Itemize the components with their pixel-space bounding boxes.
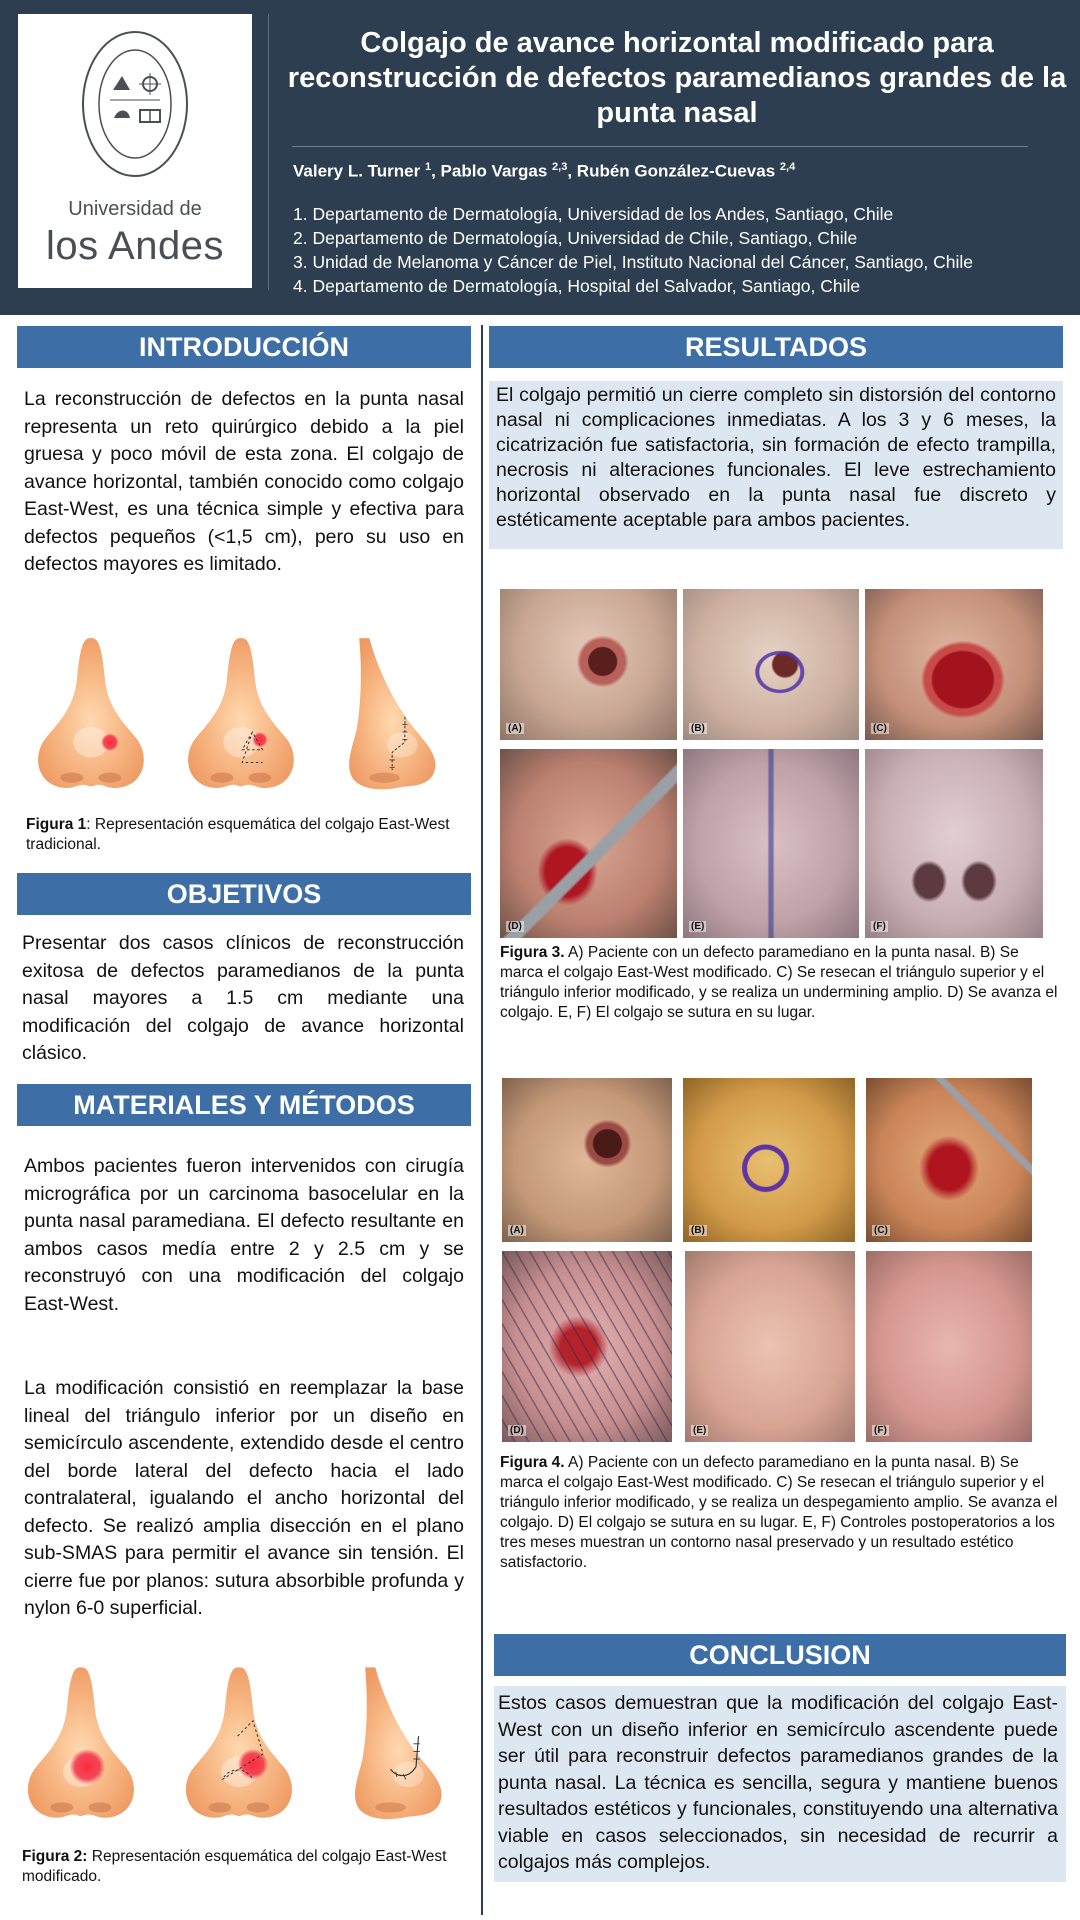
figure-1-illustration [26,628,466,798]
figure-3-label: Figura 3. [500,944,565,961]
nose-modified-design-icon [174,1655,314,1830]
photo-label: (F) [873,921,886,932]
photo-fig3-f [865,749,1043,938]
photo-label: (A) [510,1225,524,1236]
affiliation-item: 3. Unidad de Melanoma y Cáncer de Piel, Instituto Nacional del Cáncer, Santiago, Chile [293,252,973,272]
author-separator: , [431,161,441,181]
section-heading-resultados: RESULTADOS [489,326,1063,368]
title-rule [292,146,1028,147]
photo-fig3-b [683,589,859,740]
photo-fig4-c [866,1078,1032,1242]
photo-label: (B) [691,1225,705,1236]
photo-fig3-a [500,589,677,740]
figure-2-illustration [16,1655,471,1835]
photo-fig4-b [683,1078,855,1242]
photo-label: (D) [508,921,522,932]
author-affiliation-sup: 2,3 [552,161,568,173]
author-affiliation-sup: 2,4 [779,161,796,173]
nose-side-sutured-icon [326,628,466,798]
nose-defect-small-icon [26,628,166,798]
figure-4-caption [500,1453,1062,1573]
photo-fig4-d [502,1251,672,1442]
photo-label: (C) [873,723,887,734]
author-separator: , [567,161,577,181]
affiliation-item: 1. Departamento de Dermatología, Universidad de los Andes, Santiago, Chile [293,204,894,224]
section-heading-objetivos: OBJETIVOS [17,873,471,915]
figure-3-caption-text: A) Paciente con un defecto paramediano en la punta nasal. B) Se marca el colgajo East-West modificado. C) Se resecan el triángulo superior y el triángulo inferior modificado, y se realiza un undermining amplio. D) Se avanza el colgajo. E, F) El colgajo se sutura en su lugar. [500,944,1058,1021]
affiliation-item: 2. Departamento de Dermatología, Universidad de Chile, Santiago, Chile [293,228,858,248]
figure-3-caption [500,943,1060,1023]
nose-defect-large-icon [16,1655,156,1830]
section-heading-conclusion: CONCLUSION [494,1634,1066,1676]
logo-text-line1: Universidad de [68,198,202,220]
university-seal-icon [80,28,190,180]
photo-fig3-c [865,589,1043,740]
figure-1-label: Figura 1 [26,816,87,833]
affiliation-item: 4. Departamento de Dermatología, Hospital del Salvador, Santiago, Chile [293,276,861,296]
metodos-text-1: Ambos pacientes fueron intervenidos con cirugía micrográfica por un carcinoma basocelular en la punta nasal paramediana. El defecto resultante en ambos casos medía entre 2 y 2.5 cm y se reconstruyó con una modificación del colgajo East-West. [24,1155,464,1315]
author-name: Valery L. Turner [293,161,425,181]
photo-fig4-e [685,1251,855,1442]
section-heading-introduccion: INTRODUCCIÓN [17,326,471,368]
photo-label: (D) [510,1425,524,1436]
metodos-text-2: La modificación consistió en reemplazar la base lineal del triángulo inferior por un diseño en semicírculo ascendente, extendido desde el centro del borde lateral del defecto hacia el lado contralateral, igualando el ancho horizontal del defecto. Se realizó amplia disección en el plano sub-SMAS para permitir el avance sin tensión. El cierre fue por planos: sutura absorbible profunda y nylon 6-0 superficial. [24,1377,464,1619]
figure-1-caption-text: : Representación esquemática del colgajo East-West tradicional. [26,816,450,853]
figure-2-caption-text: Representación esquemática del colgajo East-West modificado. [22,1848,447,1885]
affiliations-list [293,202,973,298]
photo-label: (E) [691,921,705,932]
photo-label: (A) [508,723,522,734]
conclusion-text: Estos casos demuestran que la modificación del colgajo East-West con un diseño inferior en semicírculo ascendente puede ser útil para reconstruir defectos paramedianos grandes de la punta nasal. La técnica es sencilla, segura y mantiene buenos resultados estéticos y funcionales, constituyendo una alternativa viable en casos seleccionados, sin necesidad de recurrir a colgajos más complejos. [494,1686,1066,1882]
photo-fig4-a [502,1078,672,1242]
university-logo [18,14,252,288]
photo-label: (F) [874,1425,887,1436]
figure-4-label: Figura 4. [500,1454,565,1471]
author-name: Pablo Vargas [440,161,553,181]
poster-title: Colgajo de avance horizontal modificado para reconstrucción de defectos paramedianos grandes de la punta nasal [287,27,1067,129]
photo-fig3-e [683,749,859,938]
objetivos-text: Presentar dos casos clínicos de reconstrucción exitosa de defectos paramedianos de la punta nasal mayores a 1.5 cm mediante una modificación del colgajo de avance horizontal clásico. [22,932,464,1064]
photo-label: (E) [693,1425,707,1436]
nose-east-west-design-icon [176,628,316,798]
poster-header [0,0,1080,315]
figure-4-caption-text: A) Paciente con un defecto paramediano en la punta nasal. B) Se marca el colgajo East-West modificado. C) Se resecan el triángulo superior y el triángulo inferior modificado, y se realiza un despegamiento amplio. Se avanza el colgajo. D) El colgajo se sutura en su lugar. E, F) Controles postoperatorios a los tres meses muestran un contorno nasal preservado y un resultado estético satisfactorio. [500,1454,1058,1571]
section-heading-materiales-metodos: MATERIALES Y MÉTODOS [17,1084,471,1126]
figure-2-caption [22,1847,462,1887]
author-name: Rubén González-Cuevas [576,161,780,181]
photo-label: (C) [874,1225,888,1236]
figure-2-label: Figura 2: [22,1848,88,1865]
photo-fig3-d [500,749,677,938]
nose-modified-sutured-icon [332,1655,472,1830]
author-affiliation-sup: 1 [424,161,432,173]
intro-text: La reconstrucción de defectos en la punta nasal representa un reto quirúrgico debido a la piel gruesa y poco móvil de esta zona. El colgajo de avance horizontal, también conocido como colgajo East-West, es una técnica simple y efectiva para defectos pequeños (<1,5 cm), pero su uso en defectos mayores es limitado. [24,388,464,575]
authors-line [293,161,795,182]
photo-label: (B) [691,723,705,734]
header-divider [268,14,269,290]
logo-text-line2: los Andes [46,224,224,268]
column-divider [481,325,483,1915]
resultados-text: El colgajo permitió un cierre completo sin distorsión del contorno nasal ni complicaciones inmediatas. A los 3 y 6 meses, la cicatrización fue satisfactoria, sin formación de efecto trampilla, necrosis ni alteraciones funcionales. El leve estrechamiento horizontal observado en la punta nasal fue discreto y estéticamente aceptable para ambos pacientes. [489,381,1063,549]
figure-1-caption [26,815,466,855]
photo-fig4-f [866,1251,1032,1442]
